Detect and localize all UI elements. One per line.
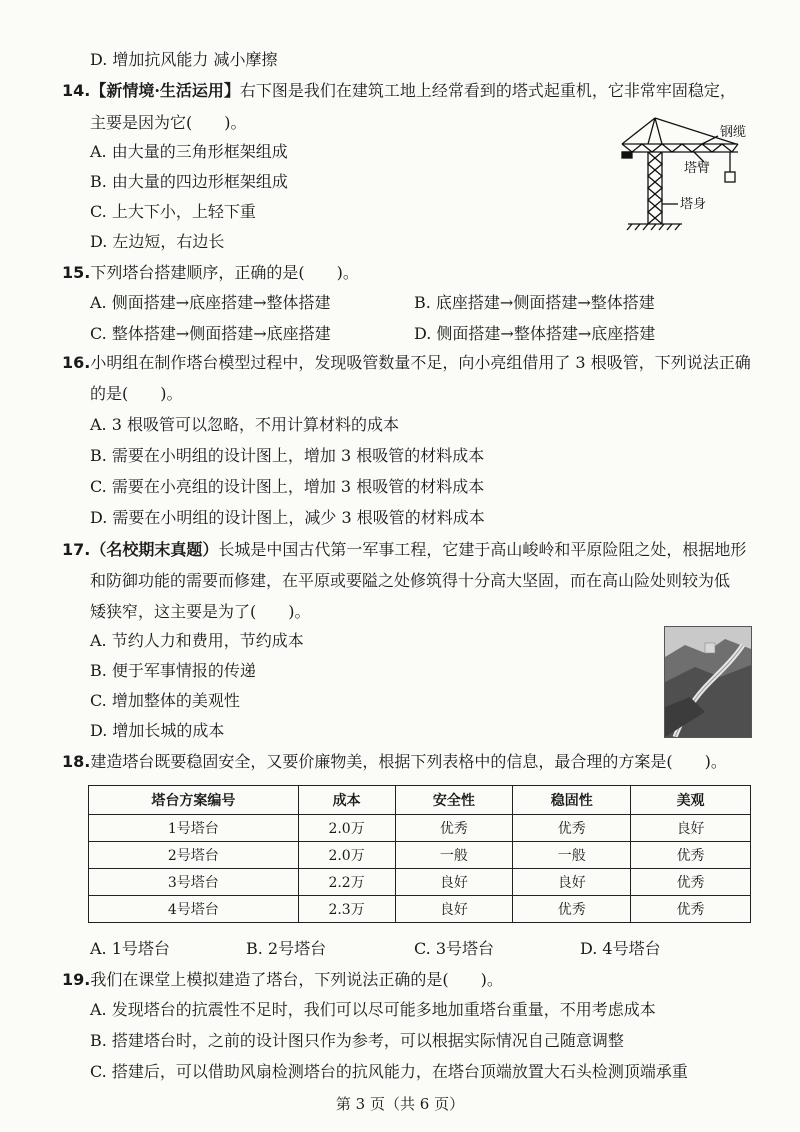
q19-stem-text: 我们在课堂上模拟建造了塔台，下列说法正确的是( )。 [90, 970, 503, 989]
q14-option-b[interactable]: B. 由大量的四边形框架组成 [90, 172, 288, 191]
table-cell: 良好 [395, 896, 513, 923]
q16-number: 16. [62, 353, 91, 372]
table-cell: 2.0万 [298, 842, 395, 869]
table-cell: 良好 [631, 815, 751, 842]
table-header-cell: 安全性 [395, 786, 513, 815]
q15-stem [62, 261, 359, 285]
q14-stem-line1 [62, 79, 736, 103]
table-cell: 一般 [395, 842, 513, 869]
q16-option-c[interactable]: C. 需要在小亮组的设计图上，增加 3 根吸管的材料成本 [90, 477, 485, 496]
q14-tag: 【新情境·生活运用】 [90, 81, 240, 100]
q16-stem-line2: 的是( )。 [90, 384, 183, 403]
table-cell: 良好 [395, 869, 513, 896]
q17-option-c[interactable]: C. 增加整体的美观性 [90, 691, 240, 710]
q18-option-c[interactable]: C. 3号塔台 [414, 939, 495, 958]
q16-option-b[interactable]: B. 需要在小明组的设计图上，增加 3 根吸管的材料成本 [90, 446, 485, 465]
table-cell: 一般 [513, 842, 631, 869]
q18-stem-text: 建造塔台既要稳固安全，又要价廉物美，根据下列表格中的信息，最合理的方案是( )。 [90, 752, 727, 771]
crane-label-cable: 钢缆 [720, 125, 747, 140]
table-cell: 优秀 [513, 896, 631, 923]
q18-stem [62, 750, 727, 774]
q17-option-a[interactable]: A. 节约人力和费用，节约成本 [90, 631, 304, 650]
q15-stem-text: 下列塔台搭建顺序，正确的是( )。 [90, 263, 359, 282]
table-cell: 2.2万 [298, 869, 395, 896]
table-cell: 4号塔台 [89, 896, 299, 923]
crane-label-arm: 塔臂 [684, 161, 711, 176]
table-cell: 优秀 [631, 869, 751, 896]
q14-stem-text: 右下图是我们在建筑工地上经常看到的塔式起重机，它非常牢固稳定， [239, 81, 736, 100]
table-header-cell: 美观 [631, 786, 751, 815]
tower-crane-figure [618, 112, 768, 240]
table-cell: 良好 [513, 869, 631, 896]
crane-label-body: 塔身 [680, 197, 707, 212]
q19-option-b[interactable]: B. 搭建塔台时，之前的设计图只作为参考，可以根据实际情况自己随意调整 [90, 1031, 624, 1050]
q19-option-c[interactable]: C. 搭建后，可以借助风扇检测塔台的抗风能力，在塔台顶端放置大石头检测顶端承重 [90, 1062, 688, 1081]
tower-plan-table [88, 785, 751, 923]
table-header-cell: 成本 [298, 786, 395, 815]
great-wall-photo [664, 626, 752, 738]
q19-stem [62, 968, 503, 992]
table-cell: 优秀 [631, 842, 751, 869]
q17-stem-line2: 和防御功能的需要而修建，在平原或要隘之处修筑得十分高大坚固，而在高山险处则较为低 [90, 571, 731, 590]
q15-option-d[interactable]: D. 侧面搭建→整体搭建→底座搭建 [414, 324, 656, 343]
table-row [89, 896, 751, 923]
q16-stem-text: 小明组在制作塔台模型过程中，发现吸管数量不足，向小亮组借用了 3 根吸管，下列说法正确 [90, 353, 751, 372]
q18-option-a[interactable]: A. 1号塔台 [90, 939, 170, 958]
q16-stem-line1 [62, 351, 751, 375]
page-footer: 第 3 页（共 6 页） [335, 1095, 465, 1113]
table-row [89, 842, 751, 869]
q17-number: 17. [62, 540, 91, 559]
table-header-row [89, 786, 751, 815]
q16-option-d[interactable]: D. 需要在小明组的设计图上，减少 3 根吸管的材料成本 [90, 508, 485, 527]
q18-number: 18. [62, 752, 91, 771]
table-header-cell: 塔台方案编号 [89, 786, 299, 815]
q17-stem-line1 [62, 538, 746, 562]
q13-option-d: D. 增加抗风能力 减小摩擦 [90, 50, 278, 69]
q17-stem-text: 长城是中国古代第一军事工程，它建于高山峻岭和平原险阻之处，根据地形 [218, 540, 747, 559]
q14-number: 14. [62, 81, 91, 100]
table-cell: 3号塔台 [89, 869, 299, 896]
q18-option-d[interactable]: D. 4号塔台 [580, 939, 661, 958]
table-cell: 优秀 [395, 815, 513, 842]
q18-option-b[interactable]: B. 2号塔台 [246, 939, 327, 958]
table-cell: 优秀 [513, 815, 631, 842]
q14-option-d[interactable]: D. 左边短，右边长 [90, 232, 225, 251]
q17-tag: （名校期末真题） [90, 540, 219, 559]
q16-option-a[interactable]: A. 3 根吸管可以忽略，不用计算材料的成本 [90, 415, 399, 434]
table-row [89, 869, 751, 896]
q15-option-a[interactable]: A. 侧面搭建→底座搭建→整体搭建 [90, 293, 331, 312]
q19-number: 19. [62, 970, 91, 989]
q14-option-a[interactable]: A. 由大量的三角形框架组成 [90, 142, 288, 161]
table-header-cell: 稳固性 [513, 786, 631, 815]
q15-option-c[interactable]: C. 整体搭建→侧面搭建→底座搭建 [90, 324, 331, 343]
q17-option-b[interactable]: B. 便于军事情报的传递 [90, 661, 256, 680]
table-cell: 优秀 [631, 896, 751, 923]
table-cell: 2.3万 [298, 896, 395, 923]
q17-stem-line3: 矮狭窄，这主要是为了( )。 [90, 602, 311, 621]
q14-stem-line2: 主要是因为它( )。 [90, 113, 247, 132]
table-cell: 2号塔台 [89, 842, 299, 869]
q17-option-d[interactable]: D. 增加长城的成本 [90, 721, 225, 740]
q14-option-c[interactable]: C. 上大下小，上轻下重 [90, 202, 256, 221]
q15-option-b[interactable]: B. 底座搭建→侧面搭建→整体搭建 [414, 293, 655, 312]
table-cell: 1号塔台 [89, 815, 299, 842]
table-cell: 2.0万 [298, 815, 395, 842]
q19-option-a[interactable]: A. 发现塔台的抗震性不足时，我们可以尽可能多地加重塔台重量，不用考虑成本 [90, 1000, 656, 1019]
q15-number: 15. [62, 263, 91, 282]
table-row [89, 815, 751, 842]
